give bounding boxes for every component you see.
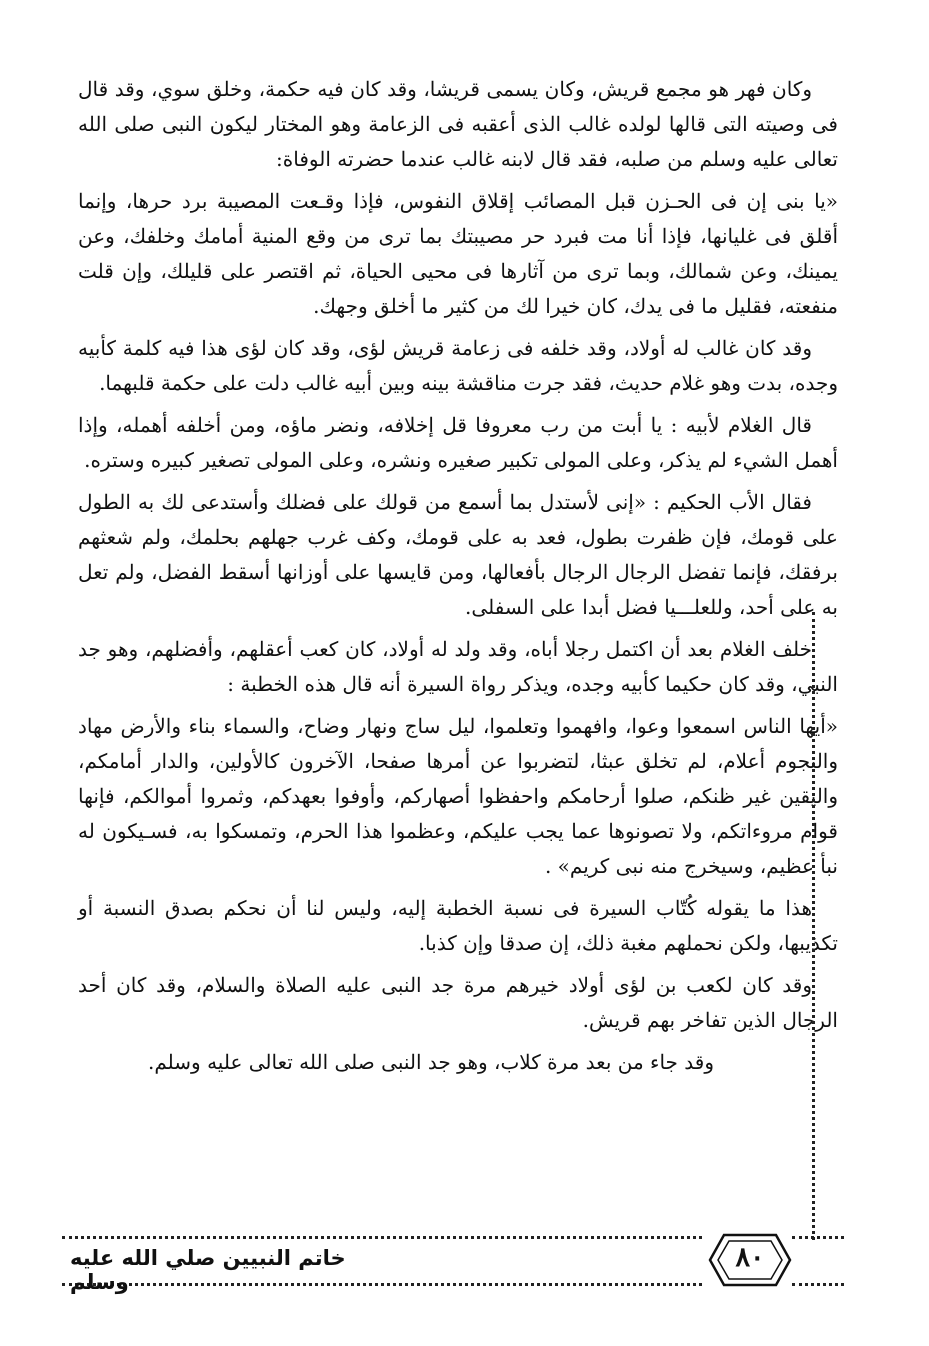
- paragraph-kaab: خلف الغلام بعد أن اكتمل رجلا أباه، وقد ولد له أولاد، كان كعب أعقلهم، وأفضلهم، وهو جد النبي، وقد كان حكيما كأبيه وجده، ويذكر رواة السيرة أنه قال هذه الخطبة :: [78, 637, 838, 696]
- margin-dotted-rule: [812, 612, 815, 1240]
- paragraph-father-reply: فقال الأب الحكيم : «إنى لأستدل بما أسمع من قولك على فضلك وأستدعى لك به الطول على قومك، فإن ظفرت بطول، فعد به على قومك، وكف غرب جهلهم بحلمك، ولم شعثهم برفقك، فإنما تفضل الرجال الرجال بأفعالها، ومن قايسها على أوزانها أسقط الفضل، ولم تعل به على أحد، وللعلـــيا فضل أبدا على السفلى.: [78, 490, 838, 619]
- page-number: ٨٠: [735, 1242, 765, 1273]
- paragraph-boy-speech: قال الغلام لأبيه : يا أبت من رب معروفا قل إخلافه، ونضر ماؤه، ومن أخلفه أهمله، وإذا أهمل الشيء لم يذكر، وعلى المولى تكبير صغيره ونشره، وعلى المولى تصغير كبيره وستره.: [78, 413, 838, 472]
- paragraph-fihr: وكان فهر هو مجمع قريش، وكان يسمى قريشا، وقد كان فيه حكمة، وخلق سوي، وقد قال فى وصيته التى قالها لولده غالب الذى أعقبه فى الزعامة وهو المختار ليكون النبى صلى الله تعالى عليه وسلم من صلبه، فقد قال لابنه غالب عندما حضرته الوفاة:: [78, 77, 838, 171]
- paragraph-biographers: هذا ما يقوله كُتّاب السيرة فى نسبة الخطبة إليه، وليس لنا أن نحكم بصدق النسبة أو تكذيبها، ولكن نحملهم مغبة ذلك، إن صدقا وإن كذبا.: [78, 896, 838, 955]
- paragraph-kilab: وقد جاء من بعد مرة كلاب، وهو جد النبى صلى الله تعالى عليه وسلم.: [148, 1050, 714, 1074]
- footer-top-rule-left: [62, 1236, 702, 1239]
- paragraph-murra: وقد كان لكعب بن لؤى أولاد خيرهم مرة جد النبى عليه الصلاة والسلام، وقد كان أحد الرجال الذين تفاخر بهم قريش.: [78, 973, 838, 1032]
- paragraph-ghalib: وقد كان غالب له أولاد، وقد خلفه فى زعامة قريش لؤى، وقد كان لؤى هذا فيه كلمة كأبيه وجده، بدت وهو غلام حديث، فقد جرت مناقشة بينه وبين أبيه غالب دلت على حكمة قلبهما.: [78, 336, 838, 395]
- paragraph-fihr-will: «يا بنى إن فى الحـزن قبل المصائب إقلاق النفوس، فإذا وقـعت المصيبة برد حرها، وإنما أقلق فى غليانها، فإذا أنا مت فبرد حر مصيبتك بما ترى من وقع المنية أمامك وخلفك، وعن يمينك، وعن شمالك، وبما ترى من آثارها فى محيى الحياة، ثم اقتصر على قليلك، وإن قلت منفعته، فقليل ما فى يدك، كان خيرا لك من كثير ما أخلق وجهك.: [78, 189, 838, 318]
- paragraph-kaab-sermon: «أيها الناس اسمعوا وعوا، وافهموا وتعلموا، ليل ساج ونهار وضاح، والسماء بناء والأرض مهاد والنجوم أعلام، لم تخلق عبثا، لتضربوا عن أمرها صفحا، الآخرون كالأولين، والدار أمامكم، واليقين غير ظنكم، صلوا أرحامكم واحفظوا أصهاركم، وأوفوا بعهدكم، وثمروا أموالكم، فإنها قوام مروءاتكم، ولا تصونوها عما يجب عليكم، وعظموا هذا الحرم، وتمسكوا به، فسـيكون له نبأ عظيم، وسيخرج منه نبى كريم» .: [78, 714, 838, 878]
- footer-bottom-rule-right: [792, 1283, 844, 1286]
- page-number-badge: [706, 1227, 794, 1293]
- running-book-title: خاتم النبيين صلي الله عليه وسلم: [70, 1246, 346, 1294]
- page-body: [78, 72, 838, 1087]
- footer-top-rule-right: [792, 1236, 844, 1239]
